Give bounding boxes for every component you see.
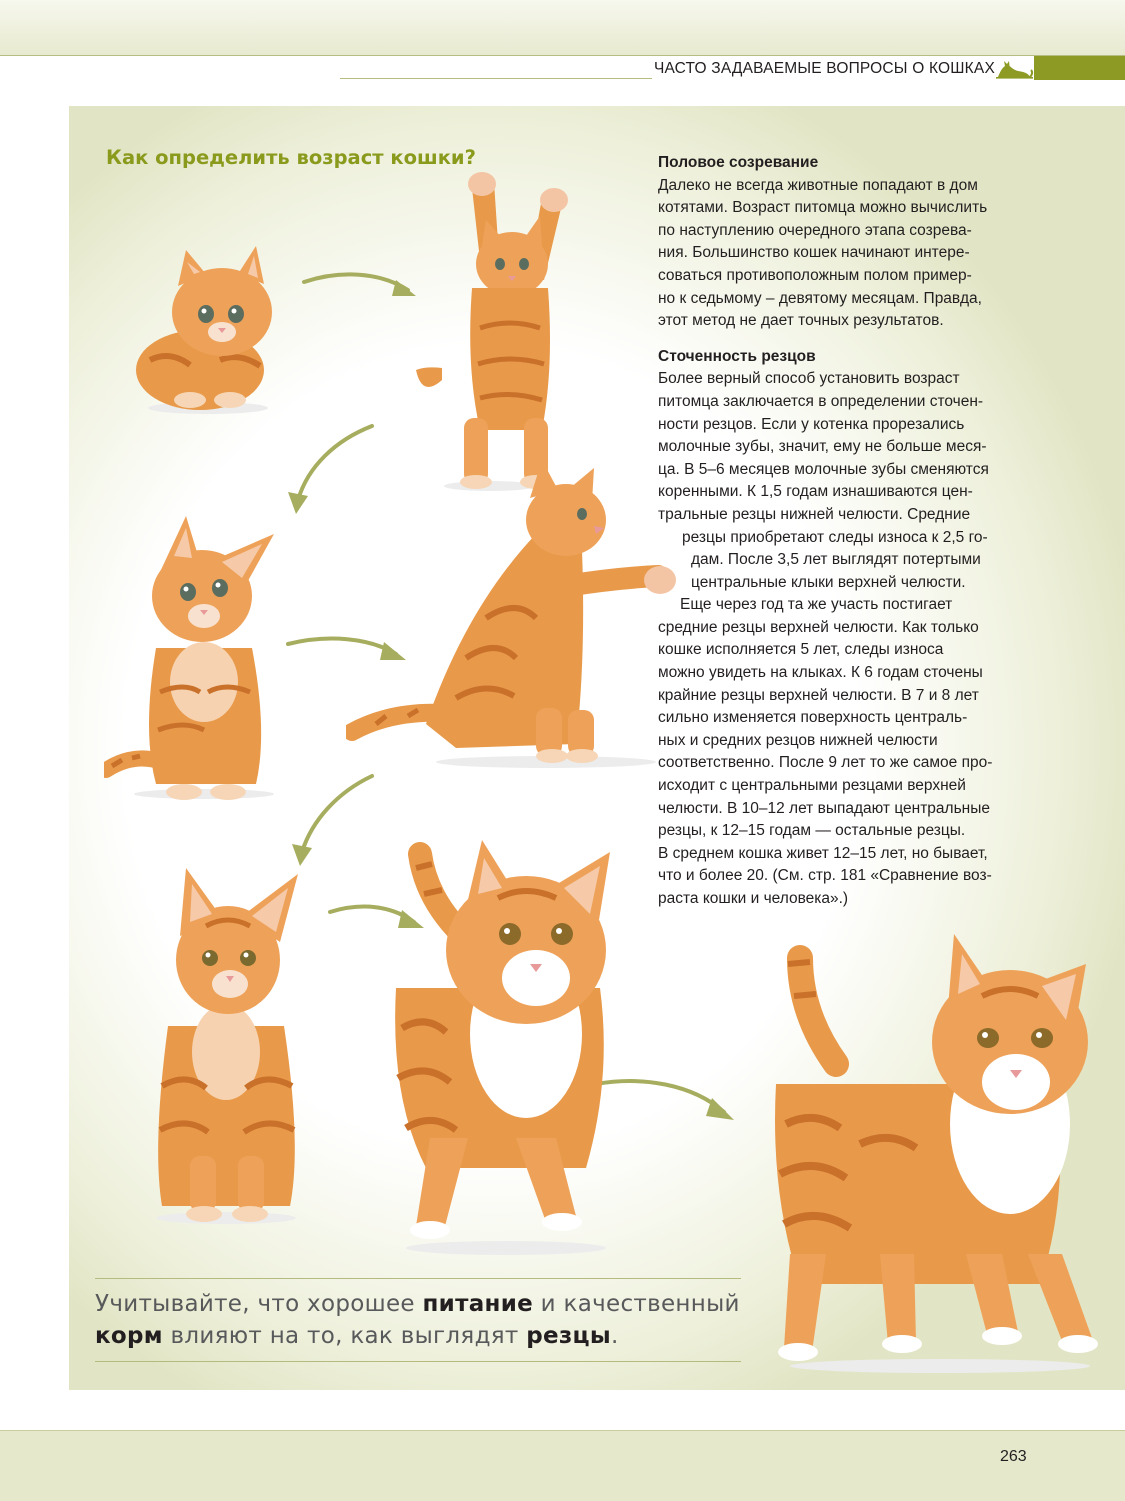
cat-walking-photo: [386, 838, 622, 1256]
maturity-line: по наступлению очередного этапа созрева-: [658, 221, 972, 239]
teeth-line: что и более 20. (См. стр. 181 «Сравнение воз-: [658, 867, 992, 885]
maturity-line: но к седьмому – девятому месяцам. Правда,: [658, 289, 982, 307]
arrow-4-icon: [292, 772, 376, 868]
page-number: 263: [1000, 1448, 1027, 1465]
kitten-reaching-photo: [402, 168, 577, 493]
adult-cat-walking-photo: [770, 934, 1108, 1374]
maturity-heading: Половое созревание: [658, 154, 819, 171]
header-accent-tab: [1034, 56, 1125, 80]
maturity-line: котятами. Возраст питомца можно вычислить: [658, 199, 988, 217]
cat-silhouette-icon: [994, 57, 1034, 81]
teeth-line: центральные клыки верхней челюсти.: [691, 573, 966, 591]
kitten-looking-up-photo: [104, 512, 286, 800]
teeth-line: питомца заключается в определении сточен-: [658, 392, 984, 410]
teeth-line: ности резцов. Если у котенка прорезались: [658, 415, 965, 433]
teeth-line: молочные зубы, значит, ему не больше меся-: [658, 438, 987, 456]
running-header: ЧАСТО ЗАДАВАЕМЫЕ ВОПРОСЫ О КОШКАХ: [653, 60, 995, 77]
maturity-line: этот метод не дает точных результатов.: [658, 312, 944, 330]
bottom-band: [0, 1430, 1125, 1501]
teeth-line: В среднем кошка живет 12–15 лет, но бывает,: [658, 844, 988, 862]
teeth-line: можно увидеть на клыках. К 6 годам сточены: [658, 664, 983, 682]
teeth-line: тральные резцы нижней челюсти. Средние: [658, 505, 971, 523]
header-rule: [0, 55, 1125, 56]
teeth-line: Более верный способ установить возраст: [658, 370, 960, 388]
top-band: [0, 0, 1125, 56]
teeth-line: сильно изменяется поверхность централь-: [658, 709, 968, 727]
maturity-line: соваться противоположным полом пример-: [658, 266, 972, 284]
teeth-line: раста кошки и человека».): [658, 890, 849, 907]
teeth-line: резцы, к 12–15 годам — остальные резцы.: [658, 822, 966, 840]
teeth-line: дам. После 3,5 лет выглядят потертыми: [691, 551, 981, 569]
maturity-line: Далеко не всегда животные попадают в дом: [658, 176, 978, 194]
article-text: [658, 152, 1038, 911]
teeth-line: средние резцы верхней челюсти. Как только: [658, 618, 979, 636]
teeth-line: соответственно. После 9 лет то же самое про-: [658, 754, 993, 772]
teeth-heading: Сточенность резцов: [658, 347, 816, 365]
tip-callout: [95, 1278, 741, 1362]
teeth-line: коренными. К 1,5 годам изнашиваются цен-: [658, 483, 973, 501]
teeth-line: резцы приобретают следы износа к 2,5 го-: [682, 528, 988, 546]
young-cat-pawing-photo: [346, 458, 676, 770]
kitten-sitting-photo: [130, 240, 280, 415]
tip-line-1: Учитывайте, что хорошее питание и качественный: [95, 1291, 740, 1317]
teeth-line: исходит с центральными резцами верхней: [658, 777, 966, 795]
header-underline: [340, 78, 652, 79]
teeth-line: ных и средних резцов нижней челюсти: [658, 731, 938, 749]
section-title: Как определить возраст кошки?: [106, 146, 476, 169]
teeth-line: кошке исполняется 5 лет, следы износа: [658, 641, 944, 659]
teeth-line: ца. В 5–6 месяцев молочные зубы сменяются: [658, 460, 989, 478]
teeth-line: крайние резцы верхней челюсти. В 7 и 8 лет: [658, 686, 979, 704]
maturity-line: ния. Большинство кошек начинают интере-: [658, 244, 970, 262]
young-cat-sitting-photo: [146, 866, 306, 1226]
teeth-line: Еще через год та же участь постигает: [680, 596, 953, 614]
teeth-line: челюсти. В 10–12 лет выпадают центральные: [658, 799, 990, 817]
tip-line-2: корм влияют на то, как выглядят резцы.: [95, 1323, 619, 1349]
